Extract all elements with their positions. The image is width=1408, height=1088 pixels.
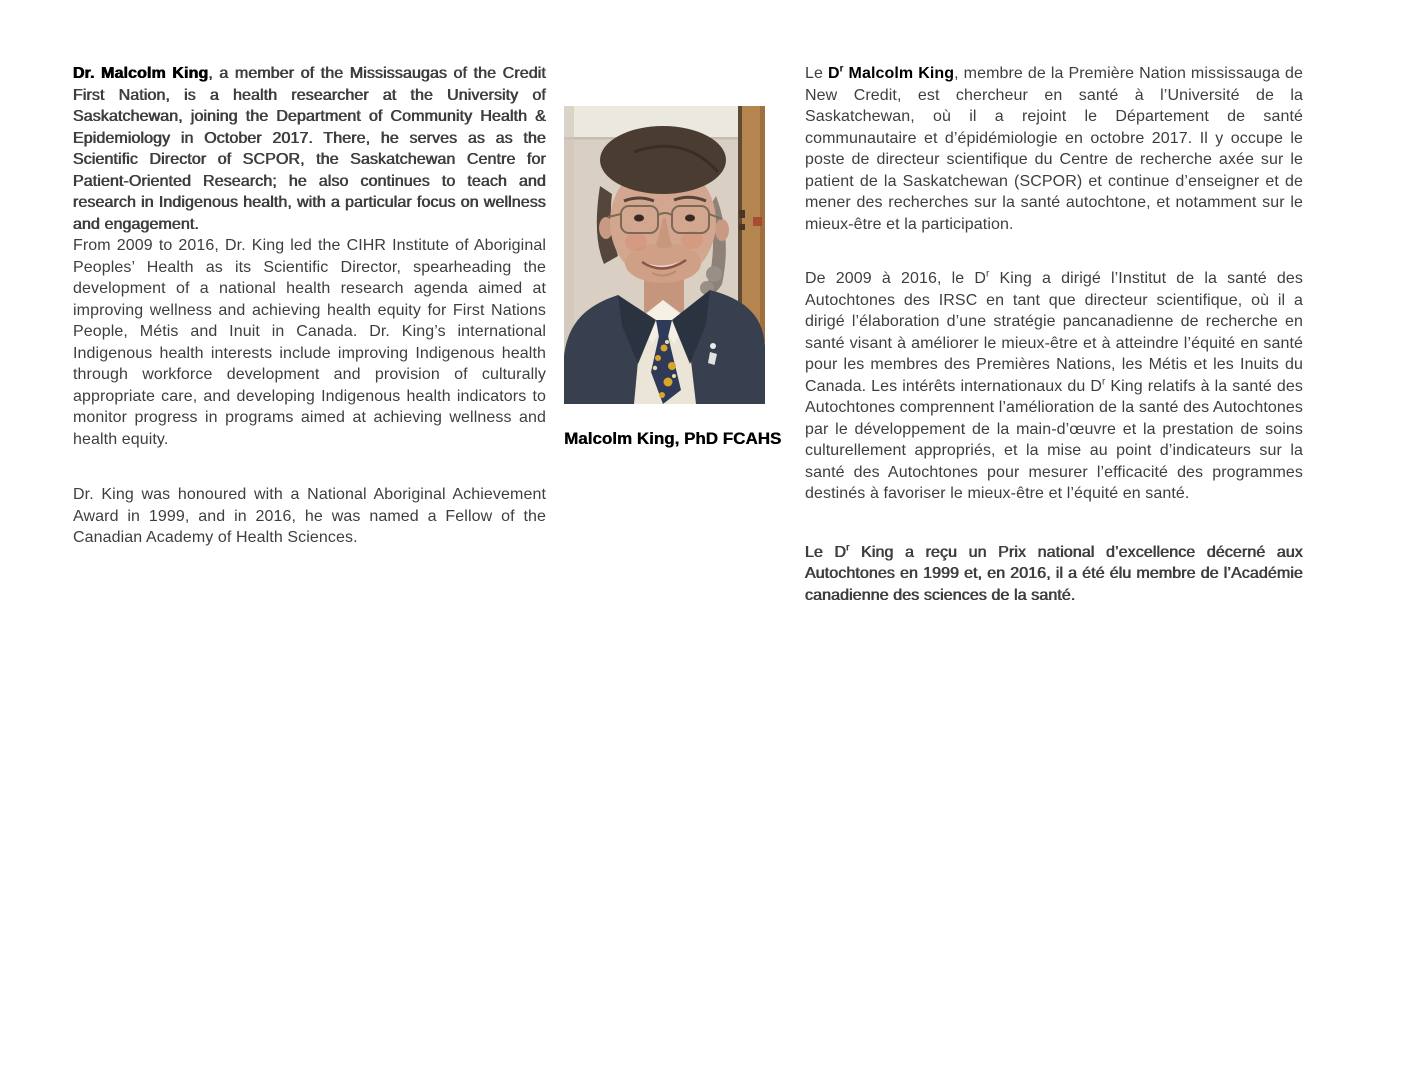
french-column: [805, 63, 1303, 606]
superscript-r: r: [986, 268, 990, 280]
superscript-r: r: [839, 63, 844, 75]
english-paragraph-2: From 2009 to 2016, Dr. King led the CIHR Institute of Aboriginal Peoples’ Health as its Scientific Director, spearheading the development of a national health research agenda aimed at improving wellness and achieving health equity for First Nations People, Métis and Inuit in Canada. Dr. King’s international Indigenous health interests include improving Indigenous health through workforce development and provision of culturally appropriate care, and developing Indigenous health indicators to monitor progress in programs aimed at achieving wellness and health equity.: [73, 237, 546, 448]
photo-block: [564, 106, 782, 449]
english-column: [73, 63, 546, 549]
superscript-r: r: [1102, 376, 1106, 388]
french-paragraph-1-prefix: Le: [805, 65, 828, 82]
english-paragraph-1: [73, 63, 546, 235]
person-name-english: Dr. Malcolm King: [73, 65, 209, 82]
person-name-french: $D^r$ Malcolm King: [827, 63, 955, 82]
french-paragraph-1: [805, 63, 1303, 235]
photo-caption: Malcolm King, PhD FCAHS: [564, 429, 782, 448]
superscript-r: r: [846, 542, 850, 554]
french-paragraph-2: De 2009 à 2016, le $D^r$ King a dirigé l’Institut de la santé des Autochtones des IRSC en tant que directeur scientifique, où il a dirigé l’élaboration d’une stratégie pancanadienne de recherche en santé visant à améliorer le mieux-être et à atteindre l’équité en santé pour les membres des Premières Nations, les Métis et les Inuits du Canada. Les intérêts internationaux du $D^r$ King relatifs à la santé des Autochtones comprennent l’amélioration de la santé des Autochtones par le développement de la main-d’œuvre et la prestation de soins culturellement appropriés, et la mise au point d’indicateurs sur la santé des Autochtones pour mesurer l’efficacité des programmes destinés à favoriser le mieux-être et l’équité en santé.: [805, 268, 1303, 502]
french-paragraph-1-text: , membre de la Première Nation mississauga de New Credit, est chercheur en santé à l’Université de la Saskatchewan, où il a rejoint le Département de santé communautaire et d’épidémiologie en octobre 2017. Il y occupe le poste de directeur scientifique du Centre de recherche axée sur le patient de la Saskatchewan (SCPOR) et continue d’enseigner et de mener des recherches sur la santé autochtone, et notamment sur le mieux-être et la participation.: [805, 65, 1303, 233]
english-paragraph-1-text: , a member of the Mississaugas of the Credit First Nation, is a health researcher at the University of Saskatchewan, joining the Department of Community Health & Epidemiology in October 2017. There, he serves as as the Scientific Director of SCPOR, the Saskatchewan Centre for Patient-Oriented Research; he also continues to teach and research in Indigenous health, with a particular focus on wellness and engagement.: [73, 65, 546, 233]
portrait-photo: [564, 106, 765, 404]
french-paragraph-3: Le $D^r$ King a reçu un Prix national d’excellence décerné aux Autochtones en 1999 et, en 2016, il a été élu membre de l’Académie canadienne des sciences de la santé.: [805, 542, 1303, 604]
english-paragraph-3: Dr. King was honoured with a National Aboriginal Achievement Award in 1999, and in 2016, he was named a Fellow of the Canadian Academy of Health Sciences.: [73, 486, 546, 546]
